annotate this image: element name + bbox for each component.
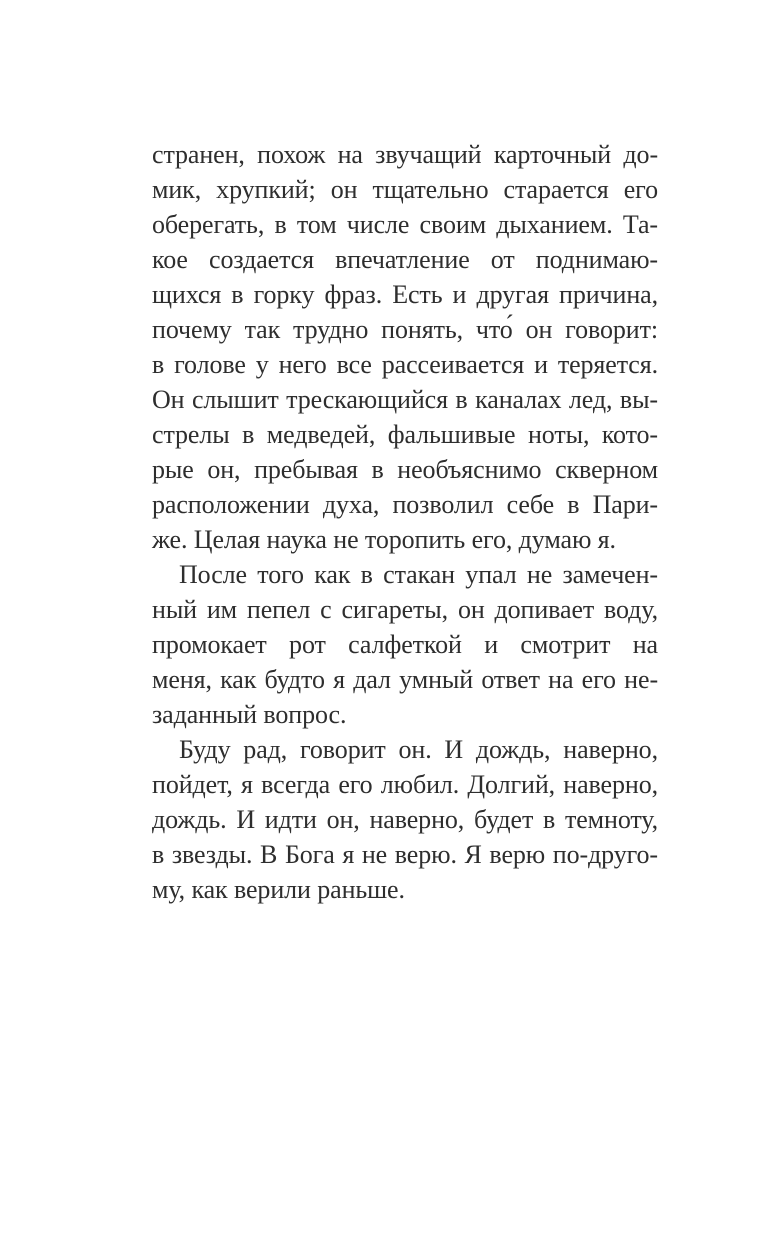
text-line: оберегать, в том числе своим дыханием. Та- <box>152 210 658 239</box>
text-line: пойдет, я всегда его любил. Долгий, наверно, <box>152 770 658 799</box>
text-line: После того как в стакан упал не замечен- <box>179 560 658 589</box>
text-line: дождь. И идти он, наверно, будет в темноту, <box>152 805 658 834</box>
text-line: щихся в горку фраз. Есть и другая причина, <box>152 280 658 309</box>
text-line: кое создается впечатление от поднимаю- <box>152 245 658 274</box>
text-column <box>152 137 658 907</box>
text-line: стрелы в медведей, фальшивые ноты, кото- <box>152 420 658 449</box>
text-line: заданный вопрос. <box>152 700 347 729</box>
text-line: в звезды. В Бога я не верю. Я верю по-друго- <box>152 840 658 869</box>
text-line: же. Целая наука не торопить его, думаю я. <box>152 525 616 554</box>
paragraph <box>152 137 658 557</box>
text-line: промокает рот салфеткой и смотрит на <box>152 630 658 659</box>
text-line: странен, похож на звучащий карточный до- <box>152 140 658 169</box>
text-line: меня, как будто я дал умный ответ на его не- <box>152 665 658 694</box>
text-line: мик, хрупкий; он тщательно старается его <box>152 175 658 204</box>
paragraph <box>152 557 658 732</box>
text-line: расположении духа, позволил себе в Пари- <box>152 490 658 519</box>
text-line: рые он, пребывая в необъяснимо скверном <box>152 455 658 484</box>
text-line: почему так трудно понять, что́ он говорит: <box>152 315 658 344</box>
text-line: в голове у него все рассеивается и теряется. <box>152 350 658 379</box>
text-line: му, как верили раньше. <box>152 875 405 904</box>
paragraph <box>152 732 658 907</box>
text-line: Он слышит трескающийся в каналах лед, вы- <box>152 385 658 414</box>
text-line: Буду рад, говорит он. И дождь, наверно, <box>179 735 658 764</box>
text-line: ный им пепел с сигареты, он допивает воду, <box>152 595 658 624</box>
